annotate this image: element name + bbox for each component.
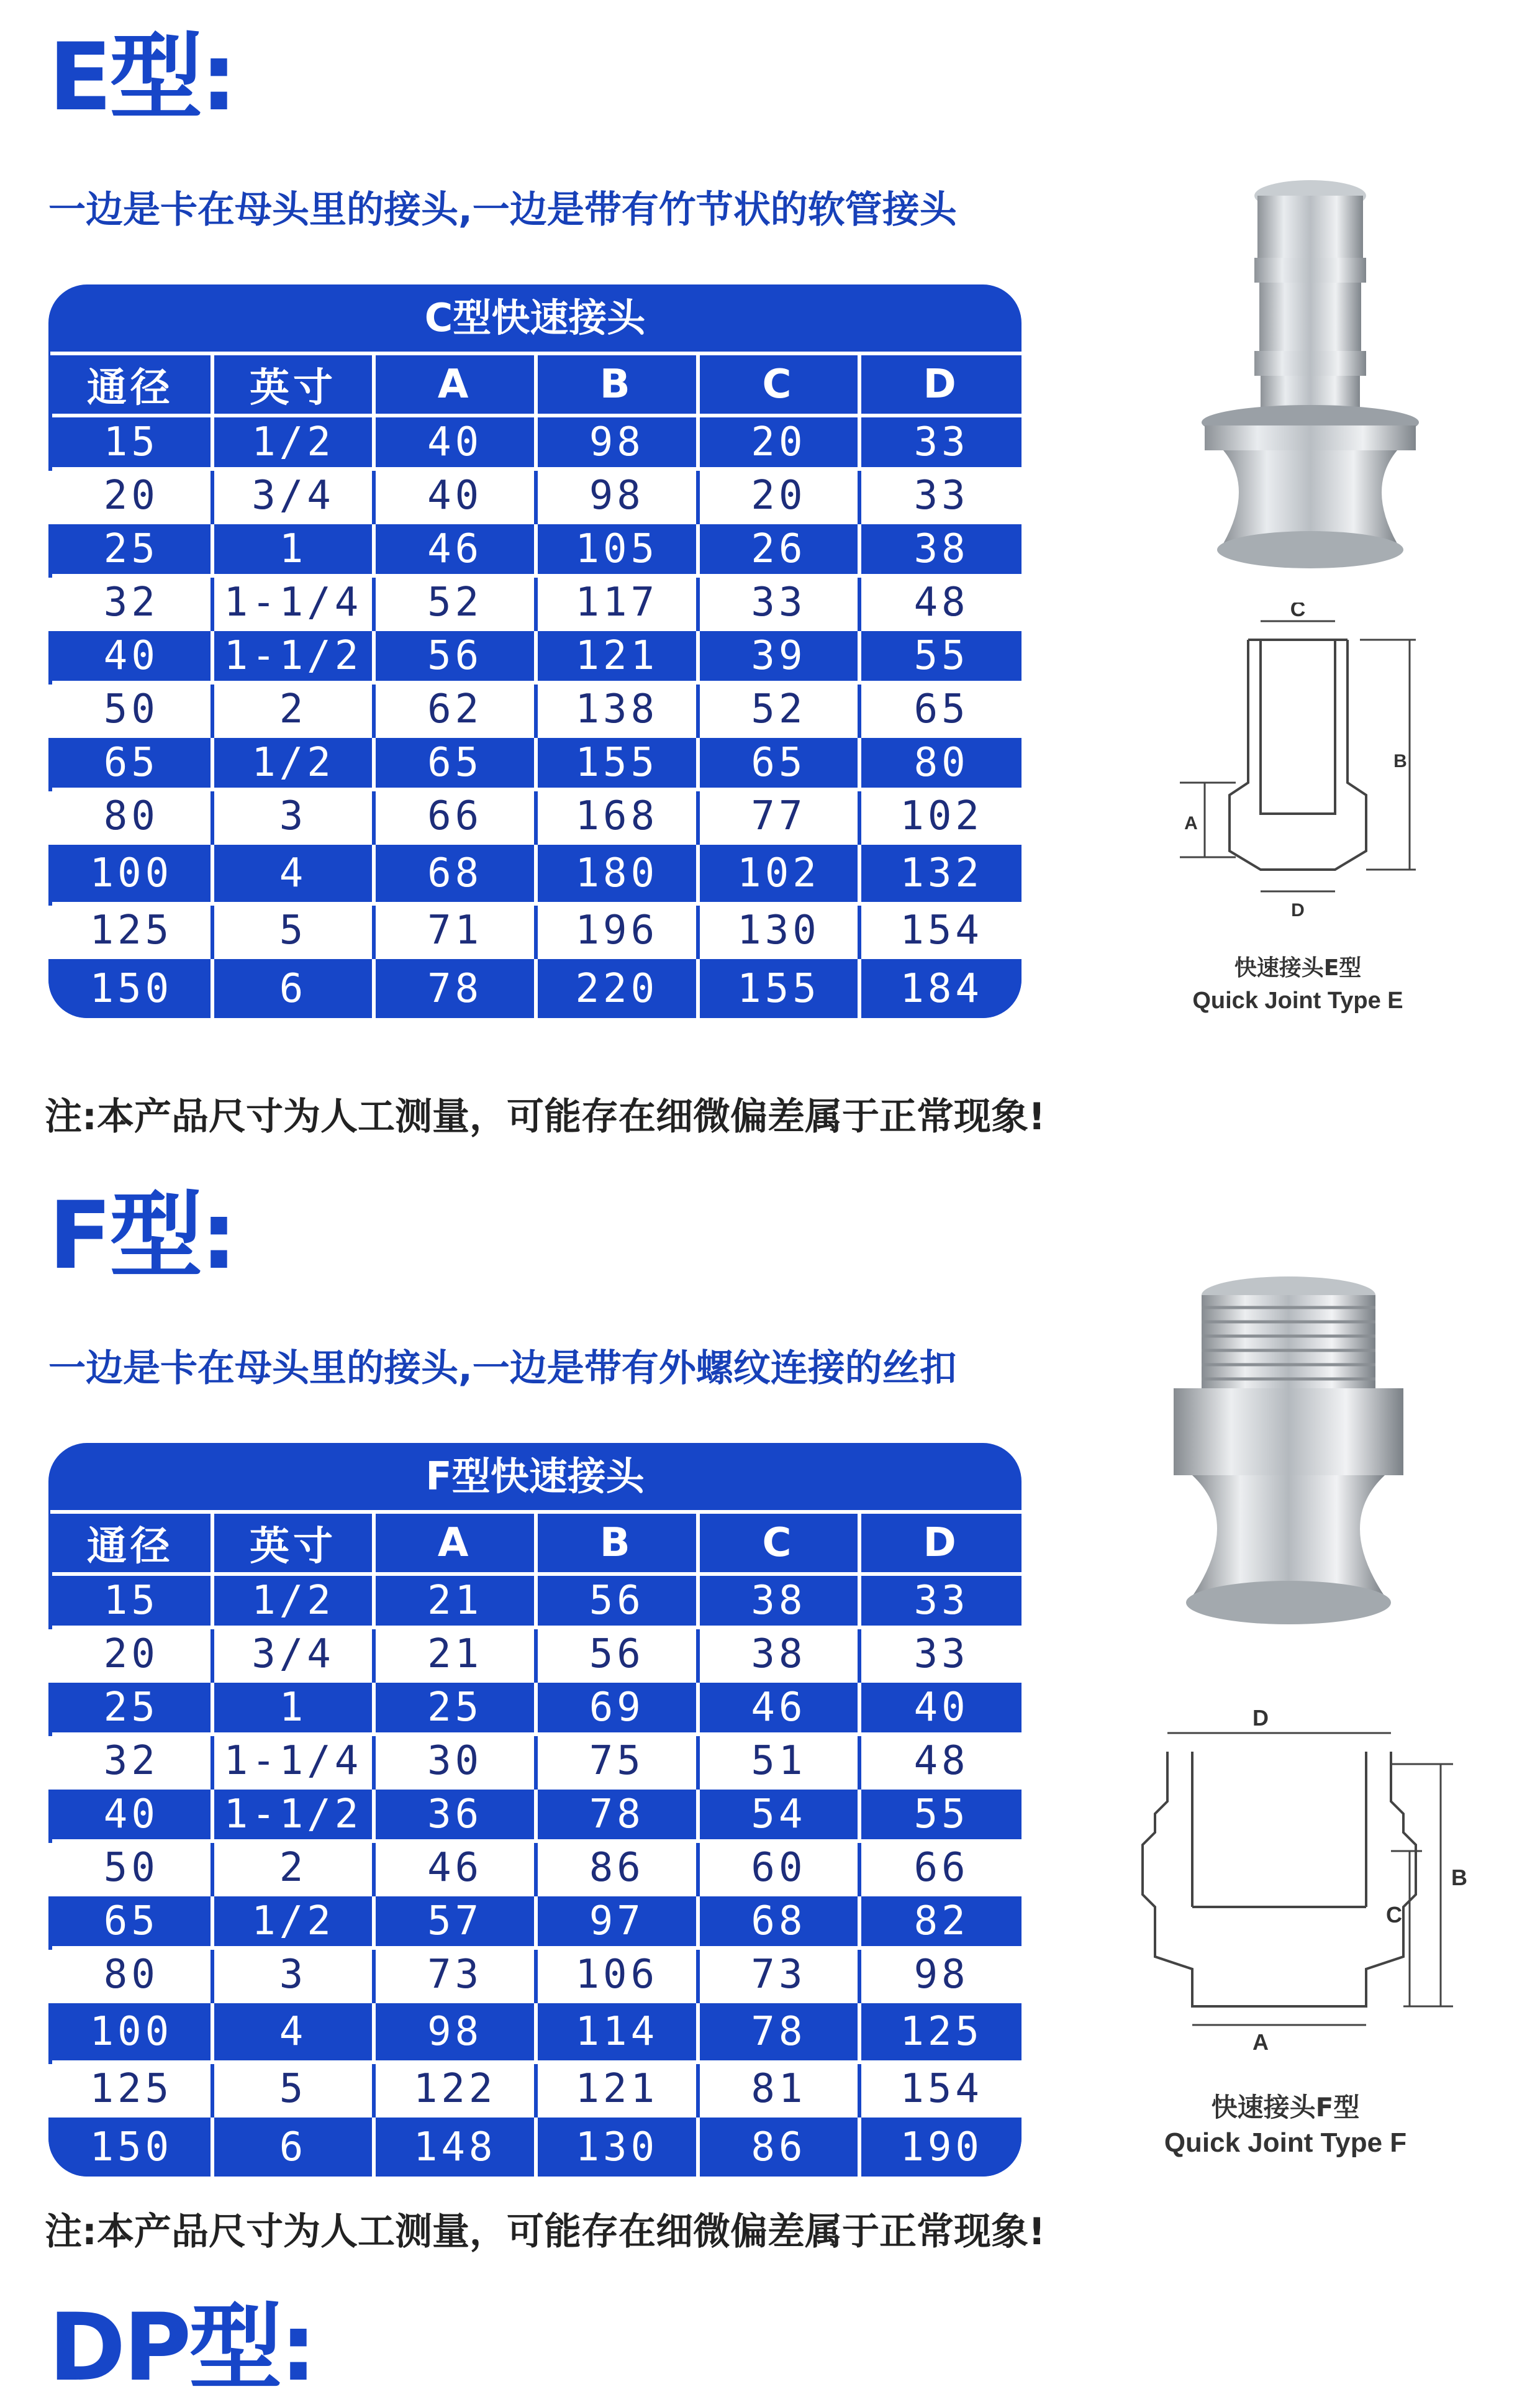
table-row: [50, 2001, 1021, 2062]
table-cell: 150: [50, 957, 212, 1018]
table-row: [50, 1627, 1021, 1681]
table-cell: 5: [212, 2062, 374, 2116]
table-cell: 220: [536, 957, 698, 1018]
table-cell: 20: [50, 1627, 212, 1681]
column-header: 通径: [50, 1512, 212, 1574]
table-cell: 86: [536, 1841, 698, 1895]
column-header: 英寸: [212, 1512, 374, 1574]
table-row: [50, 469, 1021, 522]
table-cell: 180: [536, 843, 698, 904]
section-heading: E型:: [48, 24, 235, 132]
dim-label-c: C: [1290, 603, 1306, 621]
table-cell: 100: [50, 843, 212, 904]
table-cell: 62: [374, 683, 536, 736]
table-cell: 33: [859, 1574, 1021, 1627]
table-cell: 71: [374, 904, 536, 957]
column-header: C: [698, 1512, 860, 1574]
table-cell: 48: [859, 576, 1021, 629]
section-subtitle: 一边是卡在母头里的接头,一边是带有竹节状的软管接头: [48, 188, 957, 232]
measurement-note: 注:本产品尺寸为人工测量，可能存在细微偏差属于正常现象!: [45, 2210, 1046, 2254]
table-row: [50, 576, 1021, 629]
table-cell: 38: [698, 1574, 860, 1627]
column-header: D: [859, 353, 1021, 416]
table-cell: 125: [50, 2062, 212, 2116]
table-cell: 26: [698, 522, 860, 576]
product-photo-f: [1167, 1273, 1410, 1646]
table-title: C型快速接头: [424, 295, 646, 340]
table-cell: 75: [536, 1734, 698, 1788]
table-cell: 38: [859, 522, 1021, 576]
table-row: [50, 1574, 1021, 1627]
table-cell: 1-1/4: [212, 1734, 374, 1788]
table-cell: 56: [536, 1627, 698, 1681]
table-cell: 65: [859, 683, 1021, 736]
table-cell: 40: [50, 629, 212, 683]
dim-label-b: B: [1393, 751, 1407, 771]
table-row: [50, 1788, 1021, 1841]
table-cell: 54: [698, 1788, 860, 1841]
table-cell: 122: [374, 2062, 536, 2116]
table-cell: 66: [859, 1841, 1021, 1895]
table-cell: 65: [698, 736, 860, 789]
column-header: B: [536, 353, 698, 416]
table-cell: 21: [374, 1574, 536, 1627]
table-cell: 78: [374, 957, 536, 1018]
table-cell: 15: [50, 1574, 212, 1627]
table-cell: 32: [50, 1734, 212, 1788]
table-cell: 121: [536, 629, 698, 683]
table-title: F型快速接头: [425, 1453, 645, 1499]
table-cell: 155: [698, 957, 860, 1018]
measurement-note: 注:本产品尺寸为人工测量，可能存在细微偏差属于正常现象!: [45, 1095, 1046, 1139]
table-cell: 154: [859, 904, 1021, 957]
table-cell: 68: [374, 843, 536, 904]
table-cell: 138: [536, 683, 698, 736]
column-header: 通径: [50, 353, 212, 416]
table-cell: 2: [212, 683, 374, 736]
technical-drawing-f: [1130, 1708, 1478, 2056]
table-cell: 2: [212, 1841, 374, 1895]
table-cell: 38: [698, 1627, 860, 1681]
section-subtitle: 一边是卡在母头里的接头,一边是带有外螺纹连接的丝扣: [48, 1347, 957, 1390]
table-row: [50, 843, 1021, 904]
drawing-caption-cn: 快速接头E型: [1234, 955, 1362, 981]
drawing-caption-en: Quick Joint Type E: [1192, 988, 1403, 1014]
table-row: [50, 522, 1021, 576]
table-cell: 98: [536, 469, 698, 522]
table-cell: 57: [374, 1895, 536, 1948]
table-cell: 121: [536, 2062, 698, 2116]
table-cell: 117: [536, 576, 698, 629]
table-cell: 66: [374, 789, 536, 843]
dim-label-a: A: [1184, 813, 1198, 834]
next-section-heading: DP型:: [48, 2294, 315, 2402]
table-cell: 1: [212, 1681, 374, 1734]
table-cell: 25: [374, 1681, 536, 1734]
table-cell: 98: [374, 2001, 536, 2062]
table-cell: 33: [859, 1627, 1021, 1681]
table-cell: 98: [859, 1948, 1021, 2001]
table-cell: 56: [374, 629, 536, 683]
table-cell: 196: [536, 904, 698, 957]
table-cell: 60: [698, 1841, 860, 1895]
column-header: A: [374, 1512, 536, 1574]
table-cell: 73: [698, 1948, 860, 2001]
table-cell: 69: [536, 1681, 698, 1734]
table-cell: 52: [374, 576, 536, 629]
table-cell: 97: [536, 1895, 698, 1948]
table-cell: 65: [50, 1895, 212, 1948]
table-cell: 78: [536, 1788, 698, 1841]
table-cell: 3/4: [212, 469, 374, 522]
table-cell: 132: [859, 843, 1021, 904]
table-cell: 150: [50, 2116, 212, 2177]
table-cell: 5: [212, 904, 374, 957]
table-row: [50, 683, 1021, 736]
table-row: [50, 957, 1021, 1018]
table-cell: 25: [50, 1681, 212, 1734]
table-cell: 125: [50, 904, 212, 957]
table-cell: 77: [698, 789, 860, 843]
table-row: [50, 789, 1021, 843]
table-cell: 55: [859, 1788, 1021, 1841]
table-cell: 36: [374, 1788, 536, 1841]
table-cell: 6: [212, 957, 374, 1018]
product-photo-e: [1198, 177, 1422, 581]
dim-label-b: B: [1451, 1865, 1467, 1890]
table-cell: 25: [50, 522, 212, 576]
table-cell: 100: [50, 2001, 212, 2062]
table-cell: 1: [212, 522, 374, 576]
table-cell: 106: [536, 1948, 698, 2001]
table-cell: 68: [698, 1895, 860, 1948]
spec-table-card: [48, 284, 1021, 1018]
table-cell: 56: [536, 1574, 698, 1627]
table-cell: 21: [374, 1627, 536, 1681]
table-cell: 1/2: [212, 1574, 374, 1627]
table-row: [50, 416, 1021, 469]
table-row: [50, 1841, 1021, 1895]
column-header: 英寸: [212, 353, 374, 416]
technical-drawing-e: [1143, 603, 1428, 926]
table-cell: 40: [374, 416, 536, 469]
dim-label-d: D: [1291, 900, 1305, 921]
table-row: [50, 1895, 1021, 1948]
table-cell: 102: [859, 789, 1021, 843]
table-header-row: [50, 1512, 1021, 1574]
table-cell: 46: [374, 522, 536, 576]
table-cell: 1/2: [212, 416, 374, 469]
table-cell: 51: [698, 1734, 860, 1788]
table-cell: 33: [698, 576, 860, 629]
table-cell: 80: [50, 789, 212, 843]
table-cell: 32: [50, 576, 212, 629]
table-cell: 1-1/2: [212, 629, 374, 683]
table-cell: 3: [212, 789, 374, 843]
table-cell: 81: [698, 2062, 860, 2116]
dim-label-c: C: [1386, 1902, 1402, 1927]
table-cell: 154: [859, 2062, 1021, 2116]
table-cell: 65: [50, 736, 212, 789]
table-cell: 82: [859, 1895, 1021, 1948]
table-cell: 33: [859, 416, 1021, 469]
drawing-caption-en: Quick Joint Type F: [1164, 2127, 1407, 2158]
table-cell: 46: [374, 1841, 536, 1895]
table-row: [50, 904, 1021, 957]
table-cell: 80: [859, 736, 1021, 789]
table-cell: 39: [698, 629, 860, 683]
table-cell: 105: [536, 522, 698, 576]
table-row: [50, 629, 1021, 683]
table-cell: 65: [374, 736, 536, 789]
table-cell: 1-1/2: [212, 1788, 374, 1841]
table-cell: 6: [212, 2116, 374, 2177]
table-cell: 1/2: [212, 1895, 374, 1948]
table-cell: 48: [859, 1734, 1021, 1788]
table-cell: 3/4: [212, 1627, 374, 1681]
table-cell: 40: [374, 469, 536, 522]
table-cell: 98: [536, 416, 698, 469]
drawing-caption-cn: 快速接头F型: [1211, 2092, 1360, 2122]
column-header: A: [374, 353, 536, 416]
table-row: [50, 2116, 1021, 2177]
table-cell: 1/2: [212, 736, 374, 789]
column-header: B: [536, 1512, 698, 1574]
table-cell: 130: [698, 904, 860, 957]
table-cell: 33: [859, 469, 1021, 522]
table-cell: 184: [859, 957, 1021, 1018]
table-cell: 40: [50, 1788, 212, 1841]
table-cell: 114: [536, 2001, 698, 2062]
table-cell: 50: [50, 1841, 212, 1895]
table-cell: 80: [50, 1948, 212, 2001]
dim-label-d: D: [1252, 1708, 1269, 1731]
column-header: D: [859, 1512, 1021, 1574]
table-cell: 3: [212, 1948, 374, 2001]
table-cell: 148: [374, 2116, 536, 2177]
table-cell: 20: [50, 469, 212, 522]
table-cell: 4: [212, 843, 374, 904]
table-cell: 40: [859, 1681, 1021, 1734]
table-cell: 73: [374, 1948, 536, 2001]
spec-table-card: [48, 1443, 1021, 2177]
table-cell: 130: [536, 2116, 698, 2177]
table-cell: 78: [698, 2001, 860, 2062]
section-heading: F型:: [48, 1182, 235, 1290]
table-row: [50, 2062, 1021, 2116]
table-cell: 55: [859, 629, 1021, 683]
table-row: [50, 1734, 1021, 1788]
column-header: C: [698, 353, 860, 416]
table-cell: 52: [698, 683, 860, 736]
table-cell: 86: [698, 2116, 860, 2177]
spec-table: [48, 352, 1021, 1018]
table-row: [50, 1681, 1021, 1734]
table-row: [50, 736, 1021, 789]
table-cell: 1-1/4: [212, 576, 374, 629]
dim-label-a: A: [1252, 2029, 1269, 2055]
table-row: [50, 1948, 1021, 2001]
table-cell: 30: [374, 1734, 536, 1788]
table-cell: 20: [698, 416, 860, 469]
table-cell: 15: [50, 416, 212, 469]
table-cell: 46: [698, 1681, 860, 1734]
table-cell: 125: [859, 2001, 1021, 2062]
table-cell: 102: [698, 843, 860, 904]
table-cell: 50: [50, 683, 212, 736]
table-header-row: [50, 353, 1021, 416]
table-cell: 4: [212, 2001, 374, 2062]
table-cell: 20: [698, 469, 860, 522]
table-cell: 168: [536, 789, 698, 843]
spec-table: [48, 1510, 1021, 2177]
table-cell: 190: [859, 2116, 1021, 2177]
table-cell: 155: [536, 736, 698, 789]
